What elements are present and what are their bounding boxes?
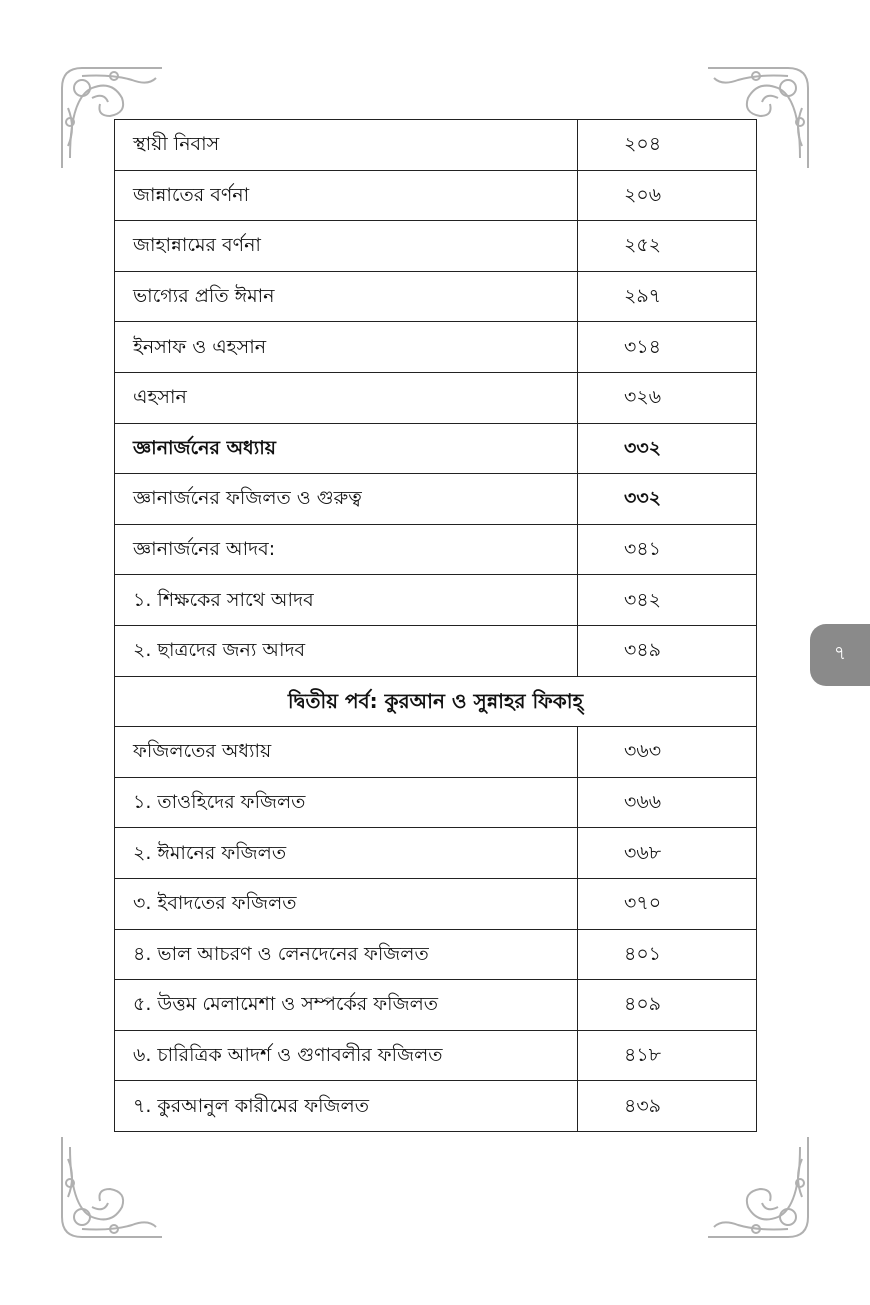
toc-chapter-row <box>115 423 757 474</box>
toc-page: ৩৬৬ <box>578 777 757 828</box>
toc-row <box>115 170 757 221</box>
toc-title: স্থায়ী নিবাস <box>115 120 578 171</box>
toc-row <box>115 474 757 525</box>
toc-page: ৪০৯ <box>578 980 757 1031</box>
toc-page: ৩৬৮ <box>578 828 757 879</box>
toc-title: জান্নাতের বর্ণনা <box>115 170 578 221</box>
table-of-contents <box>114 119 757 1132</box>
toc-title: ৪. ভাল আচরণ ও লেনদেনের ফজিলত <box>115 929 578 980</box>
toc-page: ২০৪ <box>578 120 757 171</box>
page-number: ৭ <box>833 642 847 664</box>
toc-title: ১. শিক্ষকের সাথে আদব <box>115 575 578 626</box>
toc-row <box>115 878 757 929</box>
toc-page: ২৯৭ <box>578 271 757 322</box>
toc-page: ৩৪৯ <box>578 625 757 676</box>
toc-row <box>115 1081 757 1132</box>
toc-row <box>115 271 757 322</box>
toc-page: ৩৭০ <box>578 878 757 929</box>
page-number-tab <box>810 624 870 686</box>
toc-title: ৩. ইবাদতের ফজিলত <box>115 878 578 929</box>
section-heading: দ্বিতীয় পর্ব: কুরআন ও সুন্নাহর ফিকাহ্ <box>115 676 757 727</box>
toc-page: ৪১৮ <box>578 1030 757 1081</box>
toc-page: ৩৩২ <box>578 423 757 474</box>
toc-title: ফজিলতের অধ্যায় <box>115 727 578 778</box>
corner-ornament-bottom-left-icon <box>52 1127 172 1247</box>
toc-row <box>115 727 757 778</box>
toc-title: জ্ঞানার্জনের আদব: <box>115 524 578 575</box>
toc-title: জ্ঞানার্জনের ফজিলত ও গুরুত্ব <box>115 474 578 525</box>
toc-page: ৩৩২ <box>578 474 757 525</box>
toc-page: ২০৬ <box>578 170 757 221</box>
toc-page: ৩১৪ <box>578 322 757 373</box>
toc-page: ৩৪১ <box>578 524 757 575</box>
toc-page: ৪৩৯ <box>578 1081 757 1132</box>
toc-title: ৬. চারিত্রিক আদর্শ ও গুণাবলীর ফজিলত <box>115 1030 578 1081</box>
toc-page: ৩৪২ <box>578 575 757 626</box>
toc-row <box>115 221 757 272</box>
toc-row <box>115 828 757 879</box>
toc-title: ভাগ্যের প্রতি ঈমান <box>115 271 578 322</box>
toc-title: জাহান্নামের বর্ণনা <box>115 221 578 272</box>
toc-page: ৩৬৩ <box>578 727 757 778</box>
toc-page: ৩২৬ <box>578 372 757 423</box>
toc-title: জ্ঞানার্জনের অধ্যায় <box>115 423 578 474</box>
toc-row <box>115 575 757 626</box>
toc-page: ৪০১ <box>578 929 757 980</box>
toc-title: ৭. কুরআনুল কারীমের ফজিলত <box>115 1081 578 1132</box>
toc-title: ১. তাওহিদের ফজিলত <box>115 777 578 828</box>
toc-row <box>115 1030 757 1081</box>
toc-title: ৫. উত্তম মেলামেশা ও সম্পর্কের ফজিলত <box>115 980 578 1031</box>
toc-row <box>115 120 757 171</box>
toc-title: ইনসাফ ও এহসান <box>115 322 578 373</box>
toc-row <box>115 322 757 373</box>
corner-ornament-bottom-right-icon <box>698 1127 818 1247</box>
toc-row <box>115 372 757 423</box>
toc-row <box>115 929 757 980</box>
toc-section-row <box>115 676 757 727</box>
toc-title: ২. ঈমানের ফজিলত <box>115 828 578 879</box>
toc-row <box>115 625 757 676</box>
toc-title: ২. ছাত্রদের জন্য আদব <box>115 625 578 676</box>
toc-page: ২৫২ <box>578 221 757 272</box>
toc-row <box>115 980 757 1031</box>
toc-title: এহসান <box>115 372 578 423</box>
toc-row <box>115 777 757 828</box>
toc-row <box>115 524 757 575</box>
